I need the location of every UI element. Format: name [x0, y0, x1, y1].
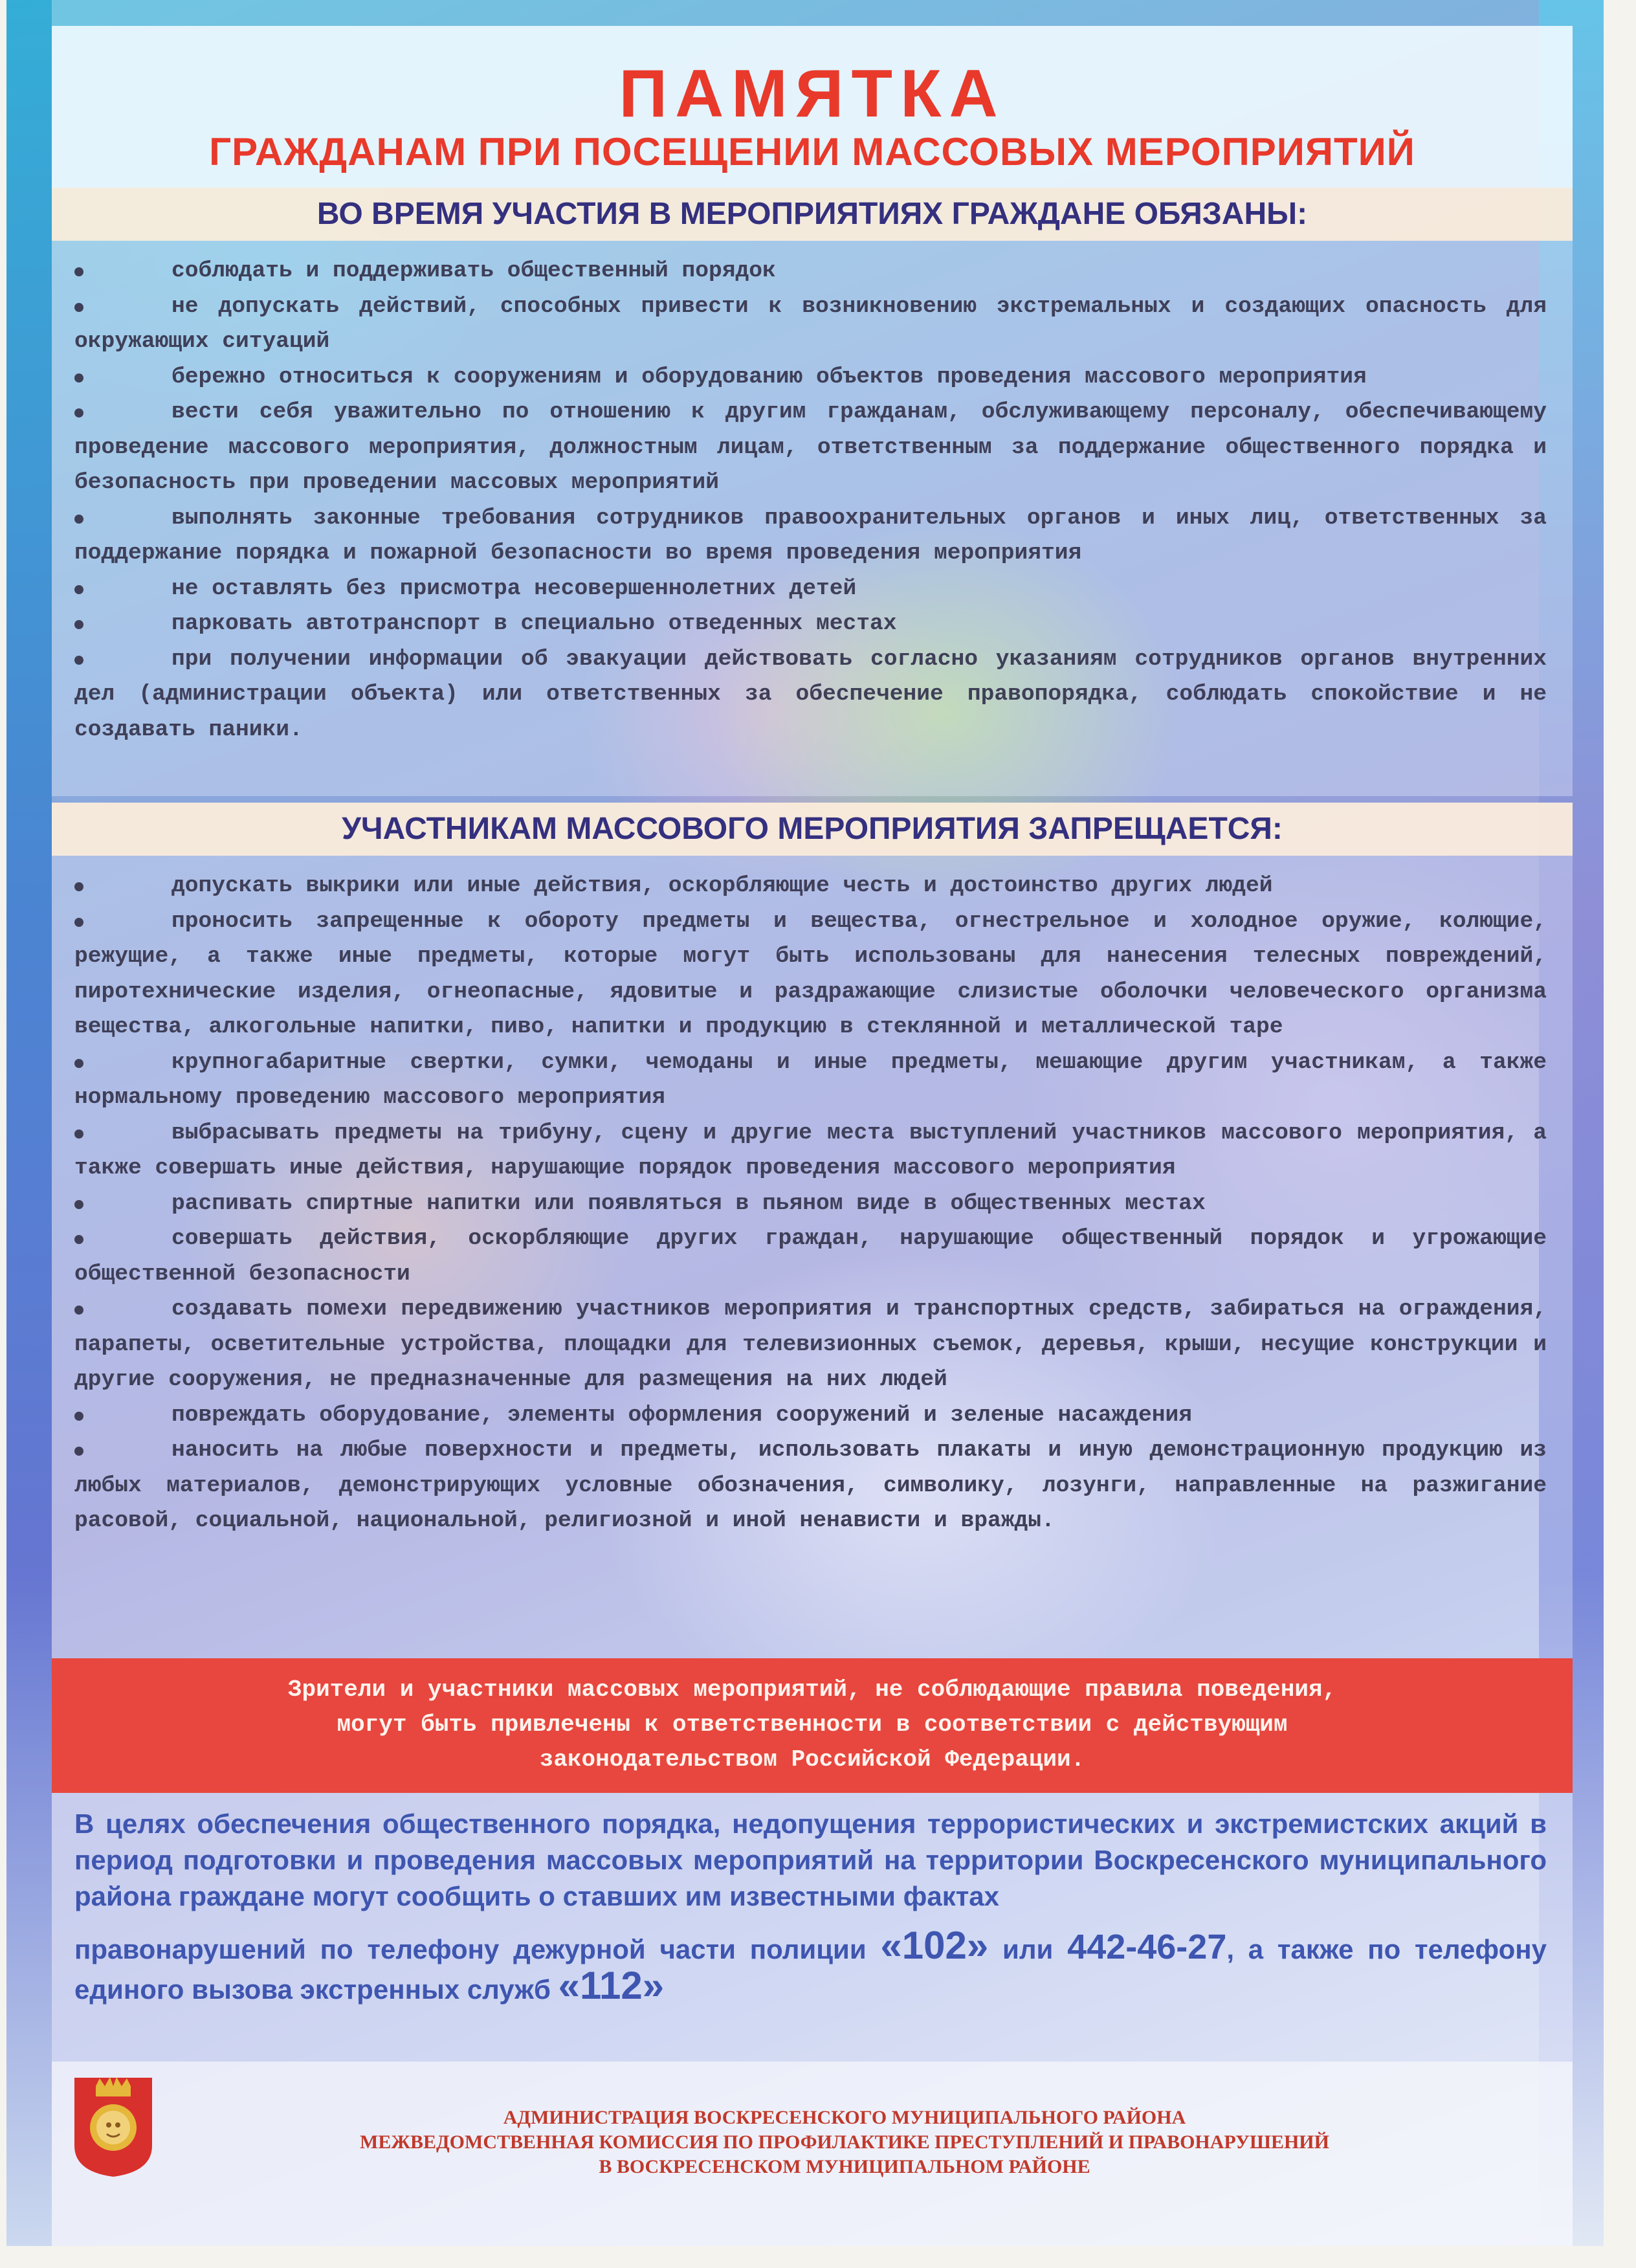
warning-line: законодательством Российской Федерации.	[539, 1746, 1085, 1773]
poster-left-edge	[6, 0, 52, 2246]
list-item	[74, 1433, 1547, 1539]
list-item-text: при получении информации об эвакуации действовать согласно указаниям сотрудников органов внутренних дел (администрации объекта) или ответственных за обеспечение правопорядка, соблюдать спокойствие и не создавать паники.	[74, 646, 1547, 742]
list-item-text: крупногабаритные свертки, сумки, чемоданы и иные предметы, мешающие другим участникам, а также нормальному проведению массового мероприятия	[74, 1049, 1547, 1110]
list-item-text: соблюдать и поддерживать общественный порядок	[171, 258, 776, 284]
list-item	[74, 572, 1547, 607]
phone-paragraph	[74, 1924, 1547, 2008]
list-item	[74, 1186, 1547, 1222]
police-phone: «102»	[880, 1924, 989, 1967]
list-item-text: вести себя уважительно по отношению к другим гражданам, обслуживающему персоналу, обеспечивающему проведение массового мероприятия, должностным лицам, ответственным за поддержание общественного порядка и безопасность при проведении массовых мероприятий	[74, 399, 1547, 495]
footer-text	[246, 2106, 1443, 2179]
list-item	[74, 606, 1547, 642]
list-item	[74, 1221, 1547, 1292]
bullet-icon	[74, 267, 83, 276]
list-item-text: выбрасывать предметы на трибуну, сцену и другие места выступлений участников массового мероприятия, а также совершать иные действия, нарушающие порядок проведения массового мероприятия	[74, 1120, 1547, 1181]
info-text	[74, 1806, 1547, 2008]
list-item-text: парковать автотранспорт в специально отведенных местах	[171, 611, 897, 636]
list-item-text: не оставлять без присмотра несовершеннолетних детей	[171, 575, 857, 601]
footer-line: АДМИНИСТРАЦИЯ ВОСКРЕСЕНСКОГО МУНИЦИПАЛЬНОГО РАЙОНА	[503, 2107, 1186, 2128]
footer-line: МЕЖВЕДОМСТВЕННАЯ КОМИССИЯ ПО ПРОФИЛАКТИКЕ ПРЕСТУПЛЕНИЙ И ПРАВОНАРУШЕНИЙ	[360, 2131, 1329, 2153]
list-item	[74, 501, 1547, 572]
list-item-text: выполнять законные требования сотрудников правоохранительных органов и иных лиц, ответственных за поддержание порядка и пожарной безопасности во время проведения мероприятия	[74, 505, 1547, 566]
prohibited-list	[74, 869, 1547, 1539]
list-item-text: совершать действия, оскорбляющие других граждан, нарушающие общественный порядок и угрожающие общественной безопасности	[74, 1226, 1547, 1287]
bullet-icon	[74, 515, 83, 524]
list-item-text: создавать помехи передвижению участников мероприятия и транспортных средств, забираться на ограждения, парапеты, осветительные устройства, площадки для телевизионных съемок, деревья, крыши, несущие конструкции и другие сооружения, не предназначенные для размещения на них людей	[74, 1296, 1547, 1392]
warning-band	[52, 1658, 1573, 1793]
emergency-phone: «112»	[558, 1964, 665, 2007]
list-item	[74, 1292, 1547, 1398]
list-item	[74, 1398, 1547, 1434]
duties-list	[74, 254, 1547, 748]
bullet-icon	[74, 620, 83, 629]
list-item	[74, 254, 1547, 289]
warning-text	[91, 1673, 1534, 1777]
prohibited-panel	[52, 856, 1573, 1658]
list-item	[74, 642, 1547, 748]
bullet-icon	[74, 1412, 83, 1421]
duties-heading-band	[52, 188, 1573, 241]
list-item-text: не допускать действий, способных привести к возникновению экстремальных и создающих опасность для окружающих ситуаций	[74, 293, 1547, 354]
bullet-icon	[74, 1059, 83, 1068]
page-title: ПАМЯТКА	[619, 56, 1006, 131]
bullet-icon	[74, 585, 83, 594]
prohibited-heading: УЧАСТНИКАМ МАССОВОГО МЕРОПРИЯТИЯ ЗАПРЕЩАЕТСЯ:	[342, 812, 1283, 846]
bullet-icon	[74, 1447, 83, 1456]
bullet-icon	[74, 373, 83, 383]
bullet-icon	[74, 656, 83, 665]
prohibited-heading-band	[52, 803, 1573, 856]
bullet-icon	[74, 1306, 83, 1315]
list-item-text: бережно относиться к сооружениям и оборудованию объектов проведения массового мероприятия	[171, 364, 1367, 390]
list-item	[74, 904, 1547, 1045]
warning-line: могут быть привлечены к ответственности в соответствии с действующим	[337, 1711, 1288, 1738]
info-paragraph: В целях обеспечения общественного порядка, недопущения террористических и экстремистских акций в период подготовки и проведения массовых мероприятий на территории Воскресенского муниципального района граждане могут сообщить о ставших им известными фактах	[74, 1808, 1547, 1911]
list-item-text: распивать спиртные напитки или появляться в пьяном виде в общественных местах	[171, 1190, 1206, 1216]
duty-phone: 442-46-27	[1067, 1928, 1227, 1966]
bullet-icon	[74, 1129, 83, 1139]
title-band	[52, 26, 1573, 188]
list-item-text: допускать выкрики или иные действия, оскорбляющие честь и достоинство других людей	[171, 873, 1273, 898]
footer-line: В ВОСКРЕСЕНСКОМ МУНИЦИПАЛЬНОМ РАЙОНЕ	[599, 2156, 1090, 2177]
warning-line: Зрители и участники массовых мероприятий, не соблюдающие правила поведения,	[287, 1676, 1337, 1703]
bullet-icon	[74, 1235, 83, 1244]
page-subtitle: ГРАЖДАНАМ ПРИ ПОСЕЩЕНИИ МАССОВЫХ МЕРОПРИЯТИЙ	[209, 130, 1415, 173]
list-item	[74, 289, 1547, 360]
phone-or: или	[988, 1934, 1068, 1964]
list-item-text: повреждать оборудование, элементы оформления сооружений и зеленые насаждения	[171, 1402, 1193, 1428]
list-item-text: наносить на любые поверхности и предметы, использовать плакаты и иную демонстрационную продукцию из любых материалов, демонстрирующих условные обозначения, символику, лозунги, направленные на разжигание расовой, социальной, национальной, религиозной и иной ненависти и вражды.	[74, 1438, 1547, 1533]
bullet-icon	[74, 1200, 83, 1209]
bullet-icon	[74, 408, 83, 417]
bullet-icon	[74, 882, 83, 891]
duties-panel	[52, 241, 1573, 796]
list-item	[74, 1045, 1547, 1116]
phone-text: , а также по телефону единого вызова экстренных служб	[74, 1934, 1547, 2005]
phone-text: правонарушений по телефону дежурной части полиции	[74, 1934, 881, 1964]
list-item	[74, 360, 1547, 395]
list-item	[74, 1116, 1547, 1186]
list-item	[74, 395, 1547, 501]
info-panel	[52, 1793, 1573, 2062]
list-item-text: проносить запрещенные к обороту предметы и вещества, огнестрельное и холодное оружие, колющие, режущие, а также иные предметы, которые могут быть использованы для нанесения телесных повреждений, пиротехнические изделия, огнеопасные, ядовитые и раздражающие слизистые оболочки человеческого организма вещества, алкогольные напитки, пиво, напитки и продукцию в стеклянной и металлической таре	[74, 908, 1547, 1040]
duties-heading: ВО ВРЕМЯ УЧАСТИЯ В МЕРОПРИЯТИЯХ ГРАЖДАНЕ ОБЯЗАНЫ:	[316, 197, 1308, 231]
coat-of-arms-icon	[71, 2074, 155, 2178]
bullet-icon	[74, 918, 83, 927]
footer	[52, 2062, 1573, 2246]
poster	[6, 0, 1604, 2246]
list-item	[74, 869, 1547, 904]
bullet-icon	[74, 303, 83, 312]
